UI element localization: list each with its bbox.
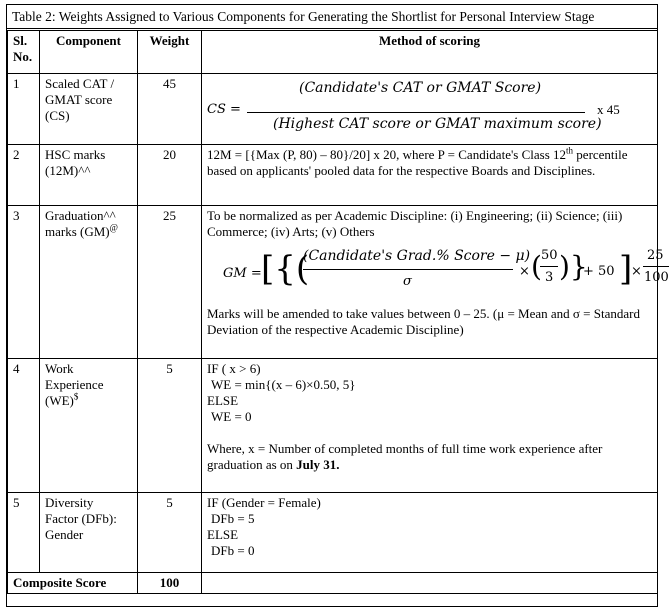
- logic-line: DFb = 0: [211, 543, 255, 558]
- sl-cell: 2: [8, 145, 40, 206]
- table-row: [8, 359, 658, 493]
- method-cell: [202, 206, 669, 359]
- logic-line: DFb = 5: [211, 511, 255, 526]
- method-cell: [202, 359, 658, 493]
- header-weight: Weight: [138, 31, 202, 74]
- formula-lhs: CS =: [207, 102, 241, 117]
- logic-line: IF (Gender = Female): [207, 495, 321, 510]
- table-row: [8, 145, 658, 206]
- sl-cell: 1: [8, 74, 40, 145]
- where-note: Where, x = Number of completed months of full time work experience after graduation as on July 31.: [207, 441, 603, 472]
- method-cell: 12M = [{Max (P, 80) – 80}/20] x 20, where P = Candidate's Class 12th percentile based on applicants' pooled data for the respective Boards and Disciplines.: [202, 145, 658, 206]
- formula-multiplier: x 45: [597, 102, 620, 117]
- weight-cell: 5: [138, 359, 202, 493]
- table-row: [8, 206, 658, 359]
- method-cell: [202, 74, 658, 145]
- total-label: Composite Score: [8, 573, 138, 594]
- sl-cell: 3: [8, 206, 40, 359]
- logic-line: ELSE: [207, 527, 239, 542]
- component-cell: Work Experience (WE)$: [40, 359, 138, 493]
- weights-table: [7, 30, 669, 594]
- normalization-intro: To be normalized as per Academic Discipline: (i) Engineering; (ii) Science; (iii) Commerce; (iv) Arts; (v) Others: [207, 208, 623, 239]
- table-row: [8, 493, 658, 573]
- logic-line: WE = min{(x – 6)×0.50, 5}: [211, 377, 356, 392]
- component-cell: HSC marks (12M)^^: [40, 145, 138, 206]
- normalization-note: Marks will be amended to take values between 0 – 25. (μ = Mean and σ = Standard Deviation of the respective Academic Discipline): [207, 306, 640, 337]
- header-row: [8, 31, 658, 74]
- logic-line: IF ( x > 6): [207, 361, 261, 376]
- weight-cell: 25: [138, 206, 202, 359]
- component-cell: Graduation^^ marks (GM)@: [40, 206, 138, 359]
- header-component: Component: [40, 31, 138, 74]
- total-empty: [202, 573, 658, 594]
- weight-cell: 5: [138, 493, 202, 573]
- component-cell: Diversity Factor (DFb): Gender: [40, 493, 138, 573]
- formula-denominator: (Highest CAT score or GMAT maximum score): [273, 116, 602, 132]
- sl-cell: 4: [8, 359, 40, 493]
- header-method: Method of scoring: [202, 31, 658, 74]
- total-row: [8, 573, 658, 594]
- gm-formula: GM = [{( (Candidate's Grad.% Score − μ) σ × ( 50 3 )} + 50 ] × 25 100: [223, 248, 669, 289]
- component-cell: Scaled CAT / GMAT score (CS): [40, 74, 138, 145]
- table-row: [8, 74, 658, 145]
- logic-line: ELSE: [207, 393, 239, 408]
- total-weight: 100: [138, 573, 202, 594]
- table-caption: Table 2: Weights Assigned to Various Components for Generating the Shortlist for Personal Interview Stage: [7, 5, 657, 29]
- method-cell: [202, 493, 658, 573]
- formula-numerator: (Candidate's CAT or GMAT Score): [299, 80, 542, 96]
- logic-line: WE = 0: [211, 409, 252, 424]
- sl-cell: 5: [8, 493, 40, 573]
- header-sl: Sl. No.: [8, 31, 40, 74]
- weight-cell: 45: [138, 74, 202, 145]
- fraction-bar: [247, 112, 585, 113]
- weight-cell: 20: [138, 145, 202, 206]
